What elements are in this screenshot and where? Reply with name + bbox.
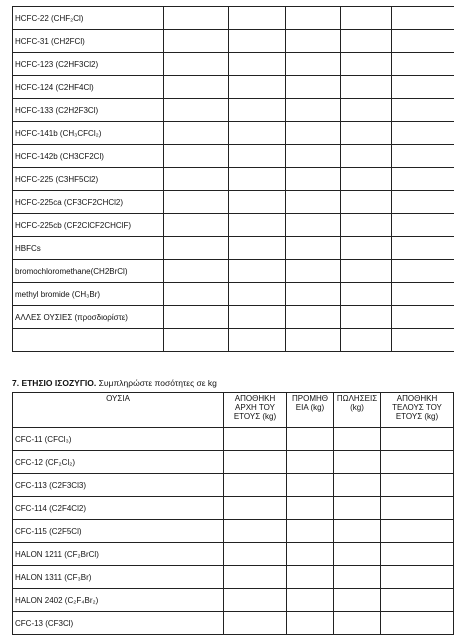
substance-name: CFC-11 (CFCl₃): [13, 428, 224, 451]
quantity-cell-4[interactable]: [341, 53, 392, 76]
quantity-cell-3[interactable]: [286, 283, 341, 306]
substance-name: HCFC-225ca (CF3CF2CHCl2): [13, 191, 164, 214]
supply-cell[interactable]: [287, 612, 334, 635]
quantity-cell-1[interactable]: [164, 7, 229, 30]
quantity-cell-5[interactable]: [392, 30, 454, 53]
quantity-cell-1[interactable]: [164, 237, 229, 260]
substance-name: HALON 1211 (CF₂BrCl): [13, 543, 224, 566]
quantity-cell-5[interactable]: [392, 306, 454, 329]
table-row: [13, 589, 454, 612]
substance-name: methyl bromide (CH₃Br): [13, 283, 164, 306]
substance-name: HALON 2402 (C₂F₄Br₂): [13, 589, 224, 612]
stock-end-cell[interactable]: [381, 543, 454, 566]
quantity-cell-4[interactable]: [341, 237, 392, 260]
quantity-cell-5[interactable]: [392, 7, 454, 30]
quantity-cell-2[interactable]: [229, 260, 286, 283]
table-row: [13, 329, 454, 352]
table-row: [13, 566, 454, 589]
supply-cell[interactable]: [287, 474, 334, 497]
quantity-cell-3[interactable]: [286, 7, 341, 30]
quantity-cell-3[interactable]: [286, 145, 341, 168]
table-row: [13, 612, 454, 635]
table-row: [13, 122, 454, 145]
supply-cell[interactable]: [287, 589, 334, 612]
substance-name: HCFC-142b (CH3CF2Cl): [13, 145, 164, 168]
quantity-cell-5[interactable]: [392, 329, 454, 352]
substance-name: HCFC-225cb (CF2ClCF2CHClF): [13, 214, 164, 237]
sales-cell[interactable]: [334, 451, 381, 474]
quantity-cell-2[interactable]: [229, 30, 286, 53]
substance-name: HCFC-225 (C3HF5Cl2): [13, 168, 164, 191]
table-row: [13, 214, 454, 237]
table-row: [13, 283, 454, 306]
table-row: [13, 451, 454, 474]
quantity-cell-3[interactable]: [286, 122, 341, 145]
quantity-cell-5[interactable]: [392, 214, 454, 237]
substance-name: HCFC-31 (CH2FCl): [13, 30, 164, 53]
quantity-cell-5[interactable]: [392, 99, 454, 122]
sales-cell[interactable]: [334, 474, 381, 497]
quantity-cell-2[interactable]: [229, 99, 286, 122]
quantity-cell-5[interactable]: [392, 122, 454, 145]
quantity-cell-5[interactable]: [392, 191, 454, 214]
quantity-cell-1[interactable]: [164, 191, 229, 214]
sales-cell[interactable]: [334, 566, 381, 589]
quantity-cell-4[interactable]: [341, 99, 392, 122]
substance-name: HCFC-141b (CH₃CFCl₂): [13, 122, 164, 145]
substance-name: [13, 329, 164, 352]
substance-name: HCFC-123 (C2HF3Cl2): [13, 53, 164, 76]
quantity-cell-3[interactable]: [286, 329, 341, 352]
stock-end-cell[interactable]: [381, 451, 454, 474]
table-row: [13, 53, 454, 76]
substance-name: HALON 1311 (CF₃Br): [13, 566, 224, 589]
supply-cell[interactable]: [287, 520, 334, 543]
quantity-cell-3[interactable]: [286, 191, 341, 214]
quantity-cell-3[interactable]: [286, 214, 341, 237]
substances-table: [12, 6, 454, 352]
quantity-cell-1[interactable]: [164, 30, 229, 53]
supply-cell[interactable]: [287, 566, 334, 589]
substance-name: ΑΛΛΕΣ ΟΥΣΙΕΣ (προσδιορίστε): [13, 306, 164, 329]
header-row: [13, 393, 454, 428]
table-row: [13, 474, 454, 497]
table-row: [13, 145, 454, 168]
quantity-cell-4[interactable]: [341, 7, 392, 30]
quantity-cell-2[interactable]: [229, 191, 286, 214]
quantity-cell-1[interactable]: [164, 145, 229, 168]
header-stock-start: ΑΠΟΘΗΚΗ ΑΡΧΗ ΤΟΥ ΕΤΟΥΣ (kg): [224, 393, 287, 428]
substance-name: CFC-13 (CF3Cl): [13, 612, 224, 635]
quantity-cell-4[interactable]: [341, 283, 392, 306]
table-row: [13, 76, 454, 99]
quantity-cell-3[interactable]: [286, 237, 341, 260]
substance-name: CFC-115 (C2F5Cl): [13, 520, 224, 543]
quantity-cell-1[interactable]: [164, 306, 229, 329]
sales-cell[interactable]: [334, 612, 381, 635]
stock-end-cell[interactable]: [381, 520, 454, 543]
stock-start-cell[interactable]: [224, 589, 287, 612]
stock-start-cell[interactable]: [224, 497, 287, 520]
substance-name: HCFC-22 (CHF₂Cl): [13, 7, 164, 30]
table-row: [13, 428, 454, 451]
quantity-cell-3[interactable]: [286, 260, 341, 283]
supply-cell[interactable]: [287, 451, 334, 474]
quantity-cell-4[interactable]: [341, 145, 392, 168]
section-7-subtitle: Συμπληρώστε ποσότητες σε kg: [98, 378, 217, 388]
table-row: [13, 260, 454, 283]
stock-end-cell[interactable]: [381, 428, 454, 451]
quantity-cell-1[interactable]: [164, 122, 229, 145]
quantity-cell-5[interactable]: [392, 283, 454, 306]
supply-cell[interactable]: [287, 543, 334, 566]
quantity-cell-2[interactable]: [229, 329, 286, 352]
sales-cell[interactable]: [334, 543, 381, 566]
stock-start-cell[interactable]: [224, 612, 287, 635]
quantity-cell-1[interactable]: [164, 168, 229, 191]
quantity-cell-4[interactable]: [341, 329, 392, 352]
supply-cell[interactable]: [287, 497, 334, 520]
stock-end-cell[interactable]: [381, 589, 454, 612]
quantity-cell-3[interactable]: [286, 306, 341, 329]
quantity-cell-4[interactable]: [341, 260, 392, 283]
substance-name: HCFC-133 (C2H2F3Cl): [13, 99, 164, 122]
stock-end-cell[interactable]: [381, 612, 454, 635]
quantity-cell-2[interactable]: [229, 122, 286, 145]
quantity-cell-5[interactable]: [392, 168, 454, 191]
quantity-cell-3[interactable]: [286, 53, 341, 76]
quantity-cell-1[interactable]: [164, 53, 229, 76]
quantity-cell-2[interactable]: [229, 283, 286, 306]
sales-cell[interactable]: [334, 520, 381, 543]
quantity-cell-1[interactable]: [164, 283, 229, 306]
sales-cell[interactable]: [334, 589, 381, 612]
stock-start-cell[interactable]: [224, 428, 287, 451]
quantity-cell-2[interactable]: [229, 214, 286, 237]
quantity-cell-3[interactable]: [286, 168, 341, 191]
quantity-cell-5[interactable]: [392, 76, 454, 99]
quantity-cell-4[interactable]: [341, 191, 392, 214]
quantity-cell-3[interactable]: [286, 99, 341, 122]
quantity-cell-4[interactable]: [341, 214, 392, 237]
section-7-heading: [12, 378, 217, 388]
quantity-cell-4[interactable]: [341, 76, 392, 99]
substance-name: HBFCs: [13, 237, 164, 260]
quantity-cell-1[interactable]: [164, 260, 229, 283]
table-row: [13, 497, 454, 520]
quantity-cell-5[interactable]: [392, 260, 454, 283]
stock-end-cell[interactable]: [381, 474, 454, 497]
table-row: [13, 543, 454, 566]
substance-name: CFC-114 (C2F4Cl2): [13, 497, 224, 520]
table-row: [13, 168, 454, 191]
header-sales: ΠΩΛΗΣΕΙΣ (kg): [334, 393, 381, 428]
quantity-cell-2[interactable]: [229, 168, 286, 191]
stock-end-cell[interactable]: [381, 497, 454, 520]
quantity-cell-2[interactable]: [229, 237, 286, 260]
annual-balance-table: [12, 392, 454, 635]
quantity-cell-3[interactable]: [286, 30, 341, 53]
stock-start-cell[interactable]: [224, 451, 287, 474]
header-supply: ΠΡΟΜΗΘ ΕΙΑ (kg): [287, 393, 334, 428]
header-stock-end: ΑΠΟΘΗΚΗ ΤΕΛΟΥΣ ΤΟΥ ΕΤΟΥΣ (kg): [381, 393, 454, 428]
table-row: [13, 191, 454, 214]
quantity-cell-4[interactable]: [341, 168, 392, 191]
substance-name: HCFC-124 (C2HF4Cl): [13, 76, 164, 99]
header-substance: ΟΥΣΙΑ: [13, 393, 224, 428]
table-row: [13, 237, 454, 260]
quantity-cell-2[interactable]: [229, 145, 286, 168]
quantity-cell-1[interactable]: [164, 76, 229, 99]
table-row: [13, 30, 454, 53]
section-7-title: 7. ΕΤΗΣΙΟ ΙΣΟΖΥΓΙΟ.: [12, 378, 97, 388]
sales-cell[interactable]: [334, 428, 381, 451]
quantity-cell-1[interactable]: [164, 329, 229, 352]
quantity-cell-3[interactable]: [286, 76, 341, 99]
quantity-cell-1[interactable]: [164, 214, 229, 237]
stock-start-cell[interactable]: [224, 543, 287, 566]
substance-name: bromochloromethane(CH2BrCl): [13, 260, 164, 283]
quantity-cell-2[interactable]: [229, 53, 286, 76]
table-row: [13, 306, 454, 329]
substance-name: CFC-113 (C2F3Cl3): [13, 474, 224, 497]
stock-start-cell[interactable]: [224, 566, 287, 589]
quantity-cell-4[interactable]: [341, 30, 392, 53]
quantity-cell-5[interactable]: [392, 237, 454, 260]
stock-end-cell[interactable]: [381, 566, 454, 589]
table-row: [13, 520, 454, 543]
sales-cell[interactable]: [334, 497, 381, 520]
quantity-cell-4[interactable]: [341, 122, 392, 145]
quantity-cell-4[interactable]: [341, 306, 392, 329]
substance-name: CFC-12 (CF₂Cl₂): [13, 451, 224, 474]
quantity-cell-5[interactable]: [392, 145, 454, 168]
stock-start-cell[interactable]: [224, 474, 287, 497]
table-row: [13, 99, 454, 122]
quantity-cell-2[interactable]: [229, 76, 286, 99]
quantity-cell-5[interactable]: [392, 53, 454, 76]
supply-cell[interactable]: [287, 428, 334, 451]
quantity-cell-2[interactable]: [229, 306, 286, 329]
quantity-cell-1[interactable]: [164, 99, 229, 122]
quantity-cell-2[interactable]: [229, 7, 286, 30]
stock-start-cell[interactable]: [224, 520, 287, 543]
table-row: [13, 7, 454, 30]
